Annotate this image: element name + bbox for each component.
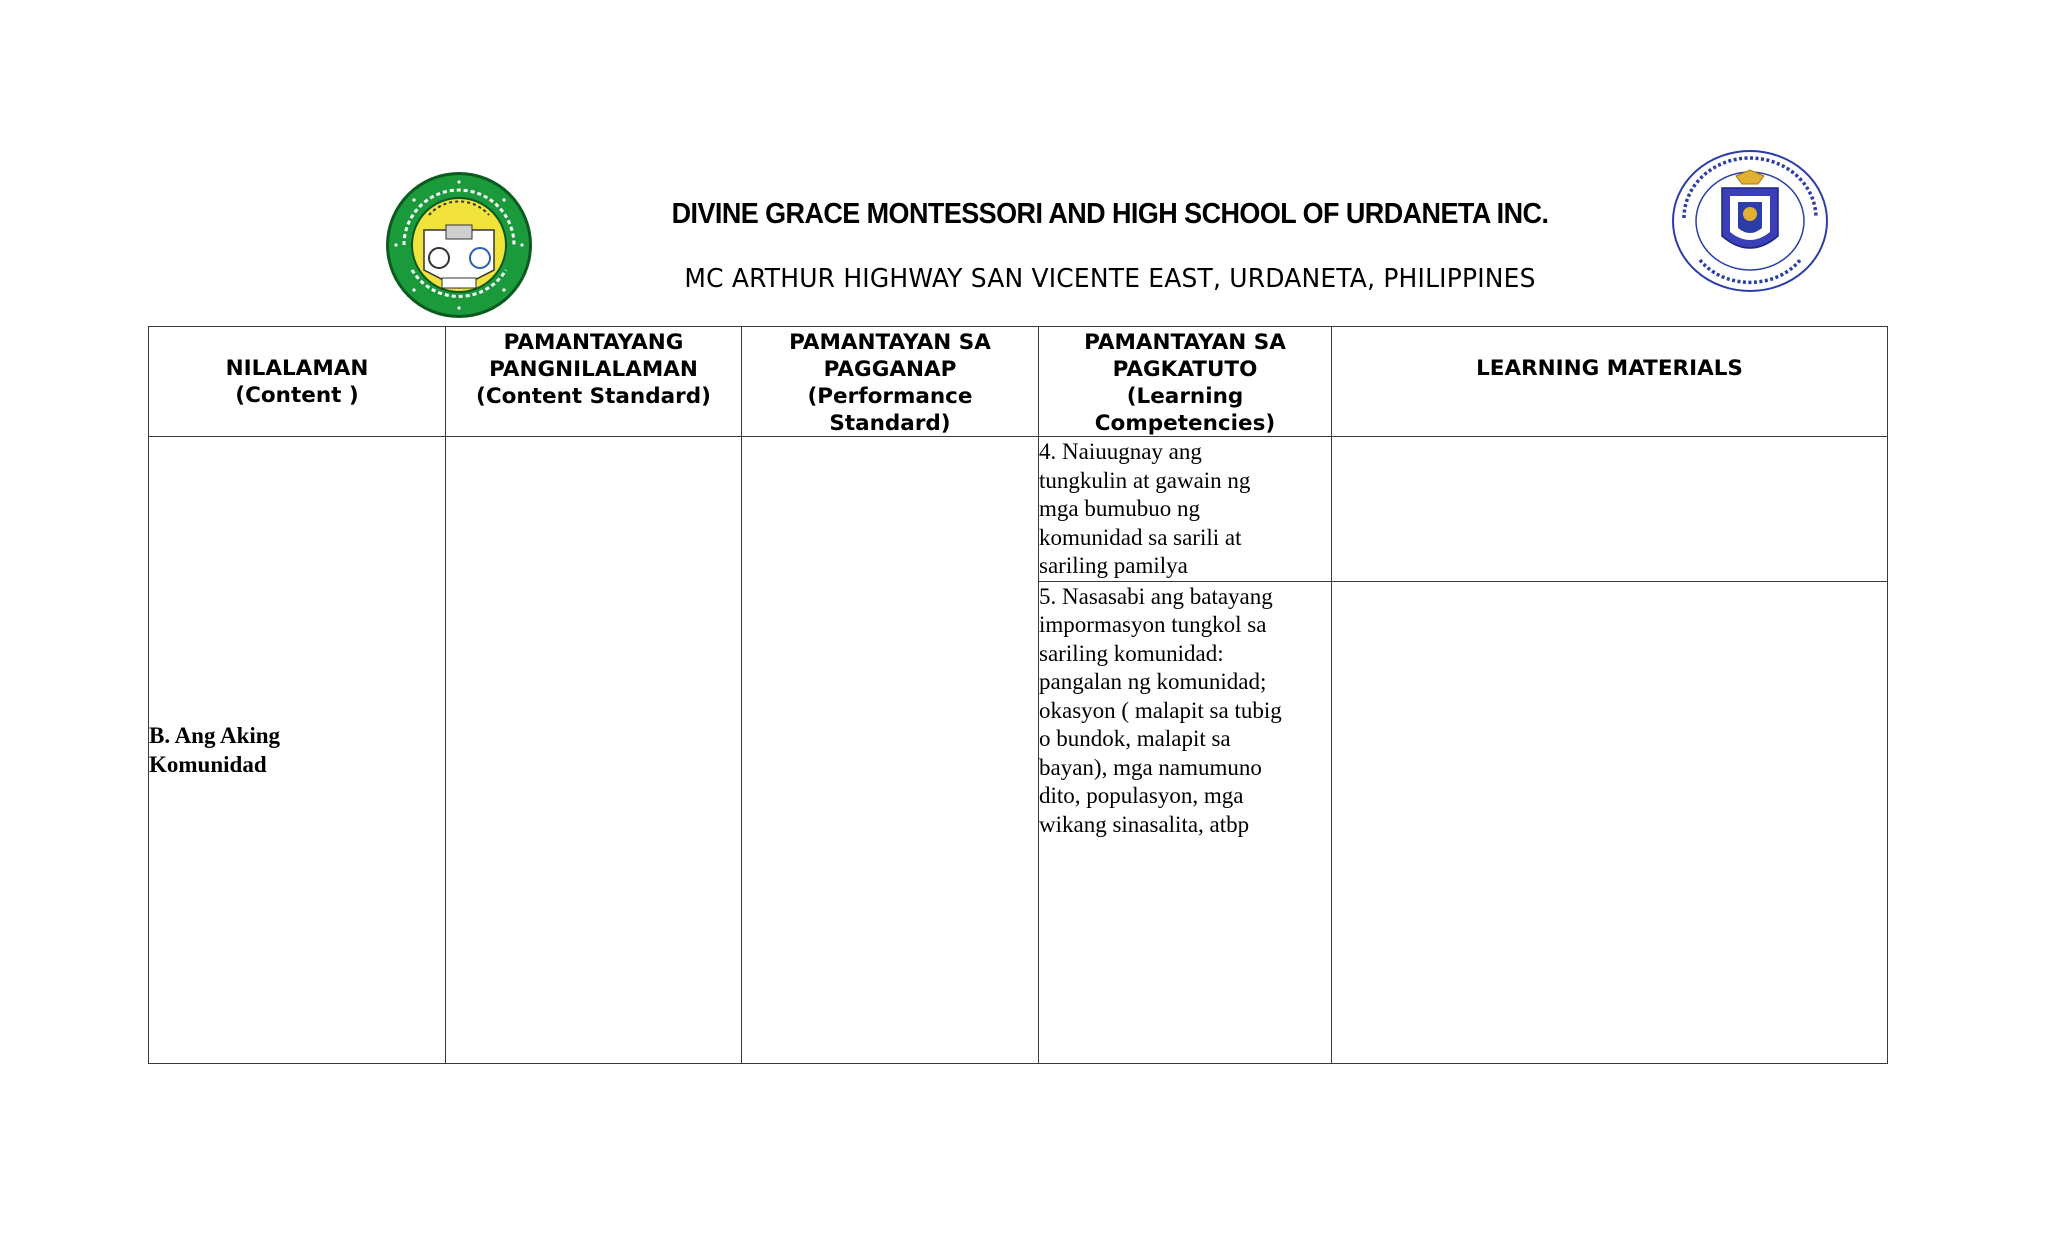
header-pamantayang-pangnilalaman (446, 327, 742, 437)
header-learning-materials (1332, 327, 1888, 437)
header-line: PAMANTAYAN SA (789, 330, 991, 355)
header-pamantayan-sa-pagganap (742, 327, 1039, 437)
competency-text (1039, 583, 1331, 840)
competency-line: dito, populasyon, mga (1039, 783, 1244, 808)
header-nilalaman (149, 327, 446, 437)
content-line: B. Ang Aking (149, 723, 281, 748)
content-cell (149, 437, 446, 1064)
header-line: PAMANTAYAN SA (1084, 330, 1286, 355)
competency-line: o bundok, malapit sa (1039, 726, 1231, 751)
competency-line: sariling pamilya (1039, 553, 1188, 578)
learning-materials-cell-4 (1332, 437, 1888, 582)
competency-line: komunidad sa sarili at (1039, 524, 1242, 550)
competency-line: pangalan ng komunidad; (1039, 669, 1267, 694)
header-line: (Content Standard) (476, 384, 711, 409)
competency-line: 5. Nasasabi ang batayang (1039, 583, 1273, 609)
competency-cell-5 (1039, 581, 1332, 1064)
learning-materials-cell-5 (1332, 581, 1888, 1064)
competency-line: bayan), mga namumuno (1039, 754, 1262, 780)
header-line: (Learning (1126, 384, 1244, 409)
school-address: MC ARTHUR HIGHWAY SAN VICENTE EAST, URDANETA, PHILIPPINES (684, 264, 1536, 294)
header-line: PAGGANAP (823, 357, 957, 382)
header-pamantayan-sa-pagkatuto (1039, 327, 1332, 437)
competency-line: 4. Naiuugnay ang (1039, 439, 1202, 464)
competency-line: mga bumubuo ng (1039, 496, 1200, 521)
header-line: (Content ) (235, 382, 359, 408)
competency-line: sariling komunidad: (1039, 640, 1224, 666)
header-line: NILALAMAN (225, 355, 369, 381)
competency-line: okasyon ( malapit sa tubig (1039, 697, 1282, 723)
table-row (149, 437, 1888, 582)
header-line: LEARNING MATERIALS (1476, 356, 1743, 381)
competency-text (1039, 438, 1331, 581)
competency-line: impormasyon tungkol sa (1039, 612, 1267, 637)
header-line: (Performance (807, 384, 973, 409)
competency-cell-4 (1039, 437, 1332, 582)
content-standard-cell (446, 437, 742, 1064)
content-line: Komunidad (149, 752, 267, 777)
document-header (0, 0, 2048, 330)
competency-line: wikang sinasalita, atbp (1039, 811, 1250, 837)
header-line: PANGNILALAMAN (489, 357, 698, 382)
header-line: Standard) (829, 411, 951, 436)
school-seal-icon (384, 170, 534, 320)
curriculum-table (148, 326, 1888, 1064)
deped-seal-icon (1670, 148, 1830, 293)
school-name: DIVINE GRACE MONTESSORI AND HIGH SCHOOL OF URDANETA INC. (671, 198, 1549, 230)
header-line: PAGKATUTO (1112, 357, 1258, 382)
table-header-row (149, 327, 1888, 437)
performance-standard-cell (742, 437, 1039, 1064)
header-line: Competencies) (1094, 411, 1276, 436)
header-line: PAMANTAYANG (503, 330, 684, 355)
competency-line: tungkulin at gawain ng (1039, 467, 1251, 493)
